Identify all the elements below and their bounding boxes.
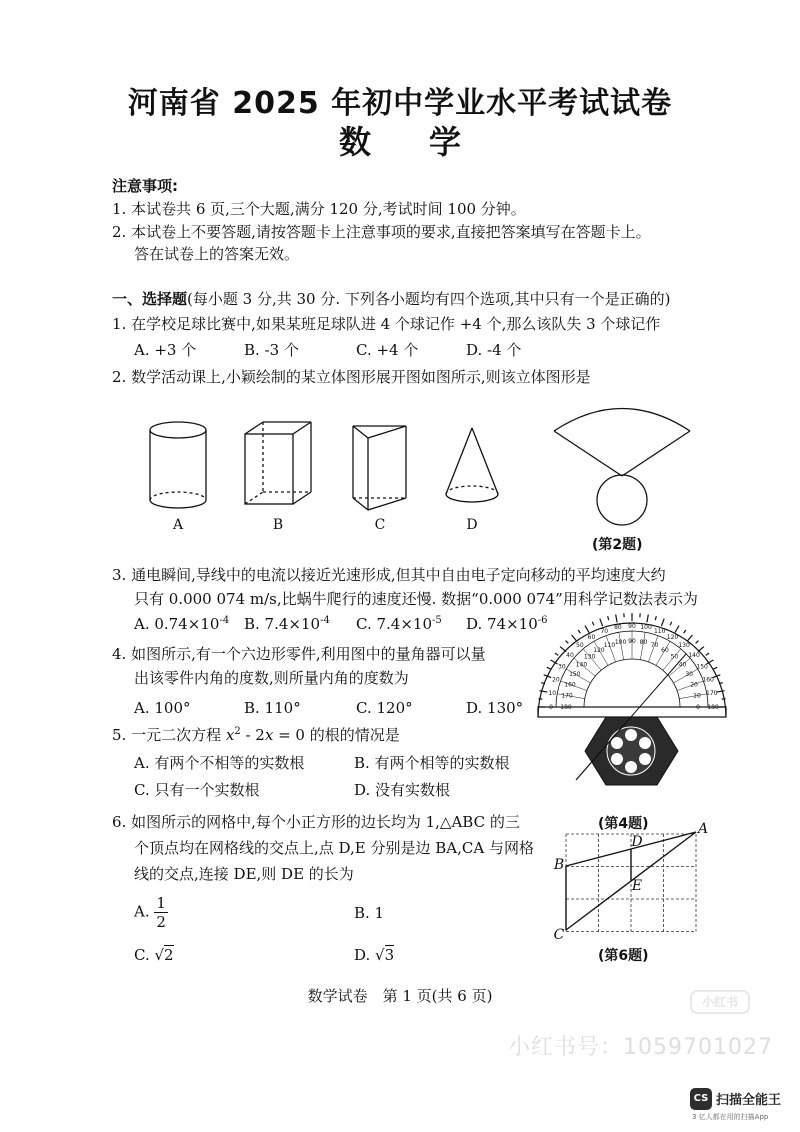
q1-option-a: A. +3 个 [134, 341, 197, 359]
q2-label-d: D [466, 517, 478, 533]
q6-stem-1: 6. 如图所示的网格中,每个小正方形的边长均为 1,△ABC 的三 [112, 813, 520, 831]
xiaohongshu-watermark-badge: 小红书 [690, 990, 750, 1014]
xiaohongshu-watermark-account: 小红书号：1059701027 [508, 1035, 773, 1060]
point-e-label: E [631, 878, 643, 894]
protractor-outer-label: 20 [552, 676, 560, 684]
notice-line-2: 2. 本试卷上不要答题,请按答题卡上注意事项的要求,直接把答案填写在答题卡上。 [112, 223, 651, 241]
protractor-outer-label: 110 [653, 627, 666, 635]
point-b-label: B [553, 857, 565, 873]
notice-line-1: 1. 本试卷共 6 页,三个大题,满分 120 分,考试时间 100 分钟。 [112, 200, 526, 218]
q4-stem-2: 出该零件内角的度数,则所量内角的度数为 [134, 669, 409, 687]
sqrt-icon: √ [154, 946, 165, 964]
q1-option-b: B. -3 个 [244, 341, 299, 359]
protractor-inner-label: 70 [650, 641, 659, 649]
notice-heading: 注意事项: [112, 177, 178, 195]
protractor-outer-label: 10 [548, 689, 557, 697]
q4-option-c: C. 120° [356, 699, 413, 717]
camscanner-logo-icon: CS [690, 1088, 712, 1110]
protractor-inner-label: 120 [593, 646, 605, 654]
q5-option-d: D. 没有实数根 [354, 781, 451, 799]
protractor-inner-label: 140 [575, 661, 588, 669]
q2-stem: 2. 数学活动课上,小颖绘制的某立体图形展开图如图所示,则该立体图形是 [112, 368, 591, 386]
protractor-inner-label: 20 [690, 681, 698, 689]
q4-caption: (第4题) [598, 816, 649, 832]
protractor-inner-label: 40 [678, 661, 687, 669]
protractor-inner-label: 100 [614, 639, 627, 647]
protractor-outer-label: 170 [706, 689, 718, 697]
protractor-inner-label: 30 [685, 671, 693, 678]
protractor-inner-label: 170 [561, 692, 573, 700]
protractor-inner-label: 160 [564, 681, 576, 689]
q3-stem-1: 3. 通电瞬间,导线中的电流以接近光速形成,但其中自由电子定向移动的平均速度大约 [112, 566, 666, 584]
q5-stem: 5. 一元二次方程 $x^2 - 2x = 0$ 的根的情况是 [112, 726, 400, 744]
q5-option-a: A. 有两个不相等的实数根 [134, 754, 305, 772]
protractor-inner-label: 90 [628, 638, 636, 645]
q6-option-b: B. 1 [354, 904, 385, 922]
protractor-outer-label: 180 [707, 704, 719, 711]
protractor-outer-label: 30 [558, 663, 566, 671]
point-a-label: A [697, 821, 709, 837]
q3-option-b: B. $7.4\times 10^{-4}$ [244, 615, 330, 633]
q2-label-b: B [272, 517, 284, 533]
q2-label-a: A [172, 517, 184, 533]
q5-option-b: B. 有两个相等的实数根 [354, 754, 510, 772]
protractor-outer-label: 130 [678, 641, 690, 649]
protractor-inner-label: 60 [661, 646, 669, 654]
q6-option-d: D. √3 [354, 946, 395, 964]
protractor-inner-label: 150 [569, 671, 581, 678]
q4-option-a: A. 100° [134, 699, 191, 717]
q1-stem: 1. 在学校足球比赛中,如果某班足球队进 4 个球记作 +4 个,那么该队失 3 个球记作 [112, 315, 661, 333]
q6-option-c: C. √2 [134, 946, 174, 964]
protractor-outer-label: 80 [614, 624, 622, 632]
protractor-inner-label: 130 [583, 653, 596, 661]
protractor-inner-label: 50 [670, 653, 679, 661]
q1-option-d: D. -4 个 [466, 341, 522, 359]
q6-option-a: A. $\frac{1}{2}$ [134, 894, 166, 931]
q3-option-d: D. $74\times 10^{-6}$ [466, 615, 548, 633]
protractor-inner-label: 10 [693, 692, 701, 700]
section-note: (每小题 3 分,共 30 分. 下列各小题均有四个选项,其中只有一个是正确的) [187, 290, 671, 308]
q6-stem-2: 个顶点均在网格线的交点上,点 D,E 分别是边 BA,CA 与网格 [134, 839, 534, 857]
protractor-outer-label: 70 [600, 627, 609, 635]
camscanner-name: 扫描全能王 [716, 1093, 782, 1108]
protractor-inner-label: 110 [603, 641, 616, 649]
q6-stem-3: 线的交点,连接 DE,则 DE 的长为 [134, 865, 354, 883]
q3-option-a: A. $0.74\times 10^{-4}$ [134, 615, 230, 633]
q1-option-c: C. +4 个 [356, 341, 419, 359]
point-c-label: C [553, 927, 565, 943]
q3-option-c: C. $7.4\times 10^{-5}$ [356, 615, 442, 633]
protractor-outer-label: 40 [566, 651, 574, 659]
q6-caption: (第6题) [598, 948, 649, 964]
sqrt-icon: √ [375, 946, 385, 964]
exam-title: 河南省 2025 年初中学业水平考试试卷 [127, 86, 673, 121]
protractor-outer-label: 150 [696, 663, 708, 671]
protractor-inner-label: 0 [696, 704, 700, 711]
q4-option-d: D. 130° [466, 699, 524, 717]
protractor-outer-label: 120 [666, 633, 679, 641]
protractor-outer-label: 60 [587, 633, 596, 641]
q3-stem-2: 只有 0.000 074 m/s,比蜗牛爬行的速度还慢. 数据“0.000 074”用科学记数法表示为 [134, 590, 698, 608]
fraction: $\frac{1}{2}$ [156, 894, 166, 931]
q5-option-c: C. 只有一个实数根 [134, 781, 260, 799]
q4-stem-1: 4. 如图所示,有一个六边形零件,利用图中的量角器可以量 [112, 645, 486, 663]
q2-caption: (第2题) [592, 537, 643, 553]
protractor-inner-label: 80 [639, 639, 648, 647]
protractor-outer-label: 0 [549, 704, 553, 711]
protractor-outer-label: 90 [628, 623, 636, 630]
protractor-outer-label: 140 [688, 651, 700, 659]
protractor-outer-label: 50 [576, 641, 584, 649]
q4-option-b: B. 110° [244, 699, 301, 717]
section-title: 一、选择题 [112, 290, 188, 308]
protractor-inner-label: 180 [560, 704, 572, 711]
page-footer: 数学试卷 第 1 页(共 6 页) [307, 987, 493, 1005]
notice-line-2-cont: 答在试卷上的答案无效。 [134, 245, 300, 263]
point-d-label: D [631, 834, 643, 850]
camscanner-tagline: 3 亿人都在用的扫描App [692, 1113, 769, 1121]
protractor-outer-label: 100 [640, 624, 652, 632]
q2-label-c: C [374, 517, 386, 533]
protractor-outer-label: 160 [702, 676, 714, 684]
subject-title: 数学 [338, 123, 519, 161]
